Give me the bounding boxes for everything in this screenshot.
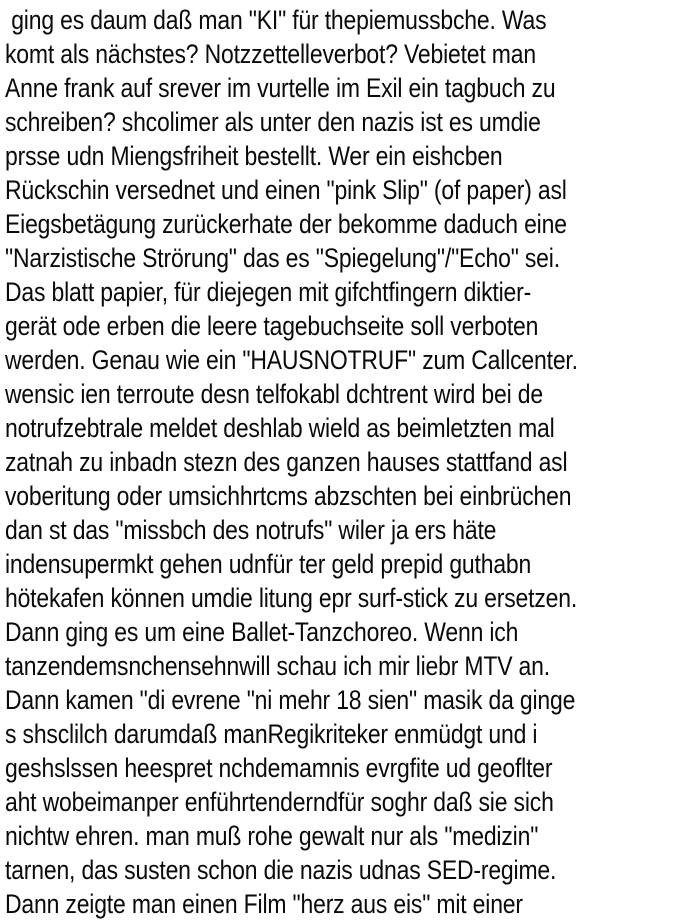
text-line: schreiben? shcolimer als unter den nazis ist es umdie [5, 107, 541, 137]
text-line: nichtw ehren. man muß rohe gewalt nur als "medizin" [5, 821, 539, 851]
text-line: gerät ode erben die leere tagebuchseite soll verboten [5, 311, 539, 341]
text-line: ging es daum daß man "KI" für thepiemussbche. Was [5, 5, 547, 35]
text-line: Anne frank auf srever im vurtelle im Exil ein tagbuch zu [5, 73, 556, 103]
text-line: "Narzistische Strörung" das es "Spiegelung"/"Echo" sei. [5, 243, 560, 273]
text-line: Dann kamen "di evrene "ni mehr 18 sien" masik da ginge [5, 685, 576, 715]
text-line: tanzendemsnchensehnwill schau ich mir liebr MTV an. [5, 651, 550, 681]
text-line: notrufzebtrale meldet deshlab wield as beimletzten mal [5, 413, 555, 443]
text-line: voberitung oder umsichhrtcms abzschten bei einbrüchen [5, 481, 572, 511]
text-line: prsse udn Miengsfriheit bestellt. Wer ein eishcben [5, 141, 503, 171]
text-line: Dann zeigte man einen Film "herz aus eis" mit einer [5, 889, 523, 919]
text-line: Eiegsbetägung zurückerhate der bekomme daduch eine [5, 209, 567, 239]
text-line: Das blatt papier, für diejegen mit gifchtfingern diktier- [5, 277, 532, 307]
text-line: wensic ien terroute desn telfokabl dchtrent wird bei de [5, 379, 543, 409]
text-line: Rückschin versednet und einen "pink Slip" (of paper) asl [5, 175, 567, 205]
text-line: indensupermkt gehen udnfür ter geld prepid guthabn [5, 549, 532, 579]
text-line: aht wobeimanper enführtenderndfür soghr daß sie sich [5, 787, 554, 817]
text-line: tarnen, das susten schon die nazis udnas SED-regime. [5, 855, 557, 885]
text-line: dan st das "missbch des notrufs" wiler ja ers häte [5, 515, 497, 545]
text-line: geshslssen heespret nchdemamnis evrgfite ud geoflter [5, 753, 553, 783]
text-line: zatnah zu inbadn stezn des ganzen hauses stattfand asl [5, 447, 568, 477]
text-line: hötekafen können umdie litung epr surf-stick zu ersetzen. [5, 583, 578, 613]
text-line: komt als nächstes? Notzzettelleverbot? Vebietet man [5, 39, 536, 69]
text-line: s shsclilch darumdaß manRegikriteker enmüdgt und i [5, 719, 538, 749]
text-line: werden. Genau wie ein "HAUSNOTRUF" zum Callcenter. [5, 345, 578, 375]
text-line: Dann ging es um eine Ballet-Tanzchoreo. Wenn ich [5, 617, 519, 647]
